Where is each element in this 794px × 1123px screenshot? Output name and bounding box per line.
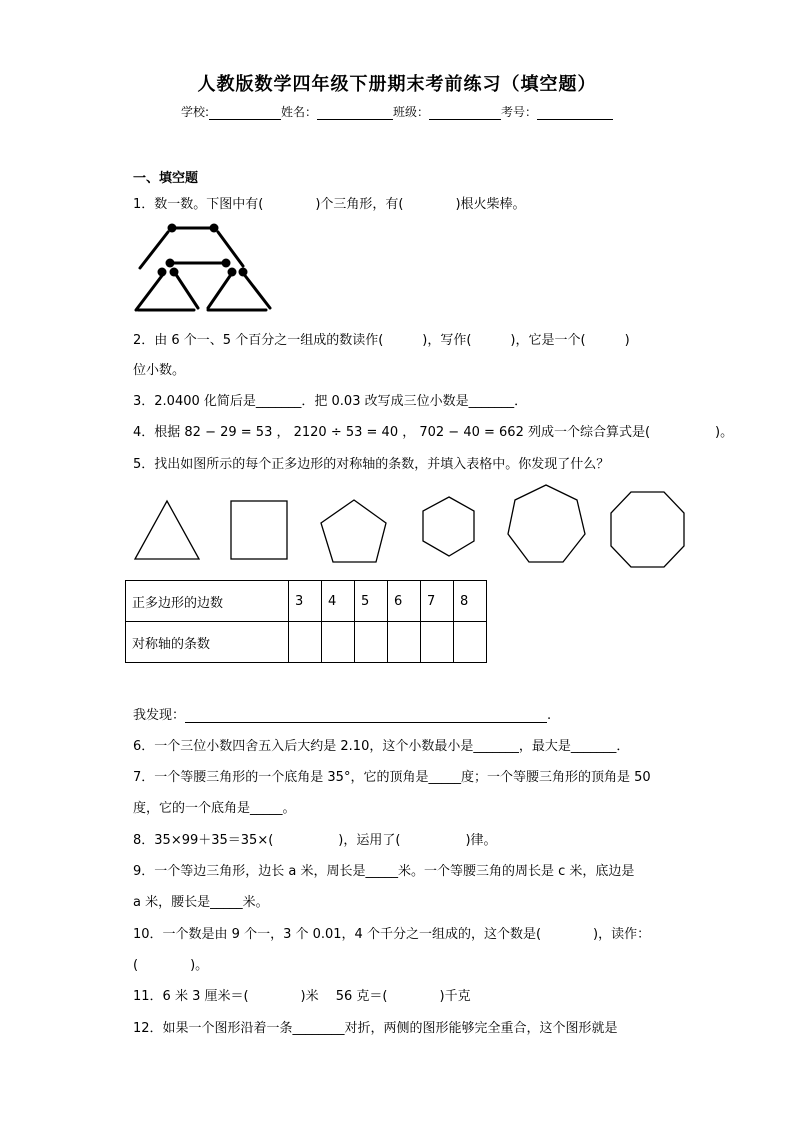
exam-no-label: 考号：	[501, 105, 538, 119]
page-title: 人教版数学四年级下册期末考前练习（填空题）	[197, 74, 597, 95]
question-4: 4．根据 82 − 29 = 53 ， 2120 ÷ 53 = 40 ， 702 − 40 = 662 列成一个综合算式是( )。	[133, 425, 734, 440]
axes-answer-cell[interactable]	[421, 622, 454, 663]
student-info-line	[0, 103, 794, 120]
question-2-line1: 2．由 6 个一、5 个百分之一组成的数读作( )，写作( )，它是一个( )	[133, 333, 630, 348]
matchstick-triangles-figure	[128, 220, 278, 316]
symmetry-table	[125, 580, 487, 663]
table-row-axes	[126, 622, 487, 663]
discover-blank[interactable]	[185, 708, 547, 723]
question-12: 12．如果一个图形沿着一条________对折，两侧的图形能够完全重合，这个图形就是	[133, 1021, 618, 1036]
discovery-line	[133, 704, 551, 723]
sides-cell-4: 4	[322, 581, 355, 622]
axes-answer-cell[interactable]	[289, 622, 322, 663]
class-label: 班级：	[393, 105, 430, 119]
square-shape	[231, 501, 287, 559]
row-label-sides: 正多边形的边数	[126, 581, 289, 622]
question-3: 3．2.0400 化简后是_______．把 0.03 改写成三位小数是_______．	[133, 394, 528, 409]
sides-cell-8: 8	[454, 581, 487, 622]
regular-polygons-figure	[125, 480, 695, 575]
hexagon-shape	[423, 497, 474, 556]
exam-no-blank[interactable]	[537, 105, 613, 120]
sides-cell-5: 5	[355, 581, 388, 622]
school-blank[interactable]	[209, 105, 281, 120]
question-6: 6．一个三位小数四舍五入后大约是 2.10，这个小数最小是_______，最大是_______．	[133, 739, 630, 754]
sides-cell-6: 6	[388, 581, 421, 622]
question-9-line2: a 米，腰长是_____米。	[133, 895, 269, 910]
triangle-shape	[135, 501, 199, 559]
axes-answer-cell[interactable]	[322, 622, 355, 663]
question-9-line1: 9．一个等边三角形，边长 a 米，周长是_____米。一个等腰三角的周长是 c 米，底边是	[133, 864, 635, 879]
school-label: 学校:	[180, 105, 209, 119]
row-label-axes: 对称轴的条数	[126, 622, 289, 663]
question-8: 8．35×99＋35＝35×( )，运用了( )律。	[133, 833, 497, 848]
table-row-sides	[126, 581, 487, 622]
section-title: 一、填空题	[133, 171, 199, 186]
pentagon-shape	[321, 500, 386, 562]
axes-answer-cell[interactable]	[454, 622, 487, 663]
question-1: 1．数一数。下图中有( )个三角形，有( )根火柴棒。	[133, 197, 526, 212]
question-10-line2: ( )。	[133, 958, 209, 973]
name-blank[interactable]	[317, 105, 393, 120]
name-label: 姓名：	[281, 105, 318, 119]
sides-cell-7: 7	[421, 581, 454, 622]
class-blank[interactable]	[429, 105, 501, 120]
heptagon-shape	[508, 485, 585, 562]
question-11: 11．6 米 3 厘米＝( )米 56 克＝( )千克	[133, 989, 471, 1004]
octagon-shape	[611, 492, 684, 567]
axes-answer-cell[interactable]	[388, 622, 421, 663]
discover-label: 我发现：	[133, 708, 186, 723]
question-7-line2: 度，它的一个底角是_____。	[133, 801, 296, 816]
discover-end: .	[547, 708, 552, 723]
question-5: 5．找出如图所示的每个正多边形的对称轴的条数，并填入表格中。你发现了什么？	[133, 457, 610, 472]
sides-cell-3: 3	[289, 581, 322, 622]
question-7-line1: 7．一个等腰三角形的一个底角是 35°，它的顶角是_____度；一个等腰三角形的顶角是 50	[133, 770, 651, 785]
question-2-line2: 位小数。	[133, 363, 186, 378]
axes-answer-cell[interactable]	[355, 622, 388, 663]
question-10-line1: 10．一个数是由 9 个一，3 个 0.01，4 个千分之一组成的，这个数是( )，读作：	[133, 927, 651, 942]
